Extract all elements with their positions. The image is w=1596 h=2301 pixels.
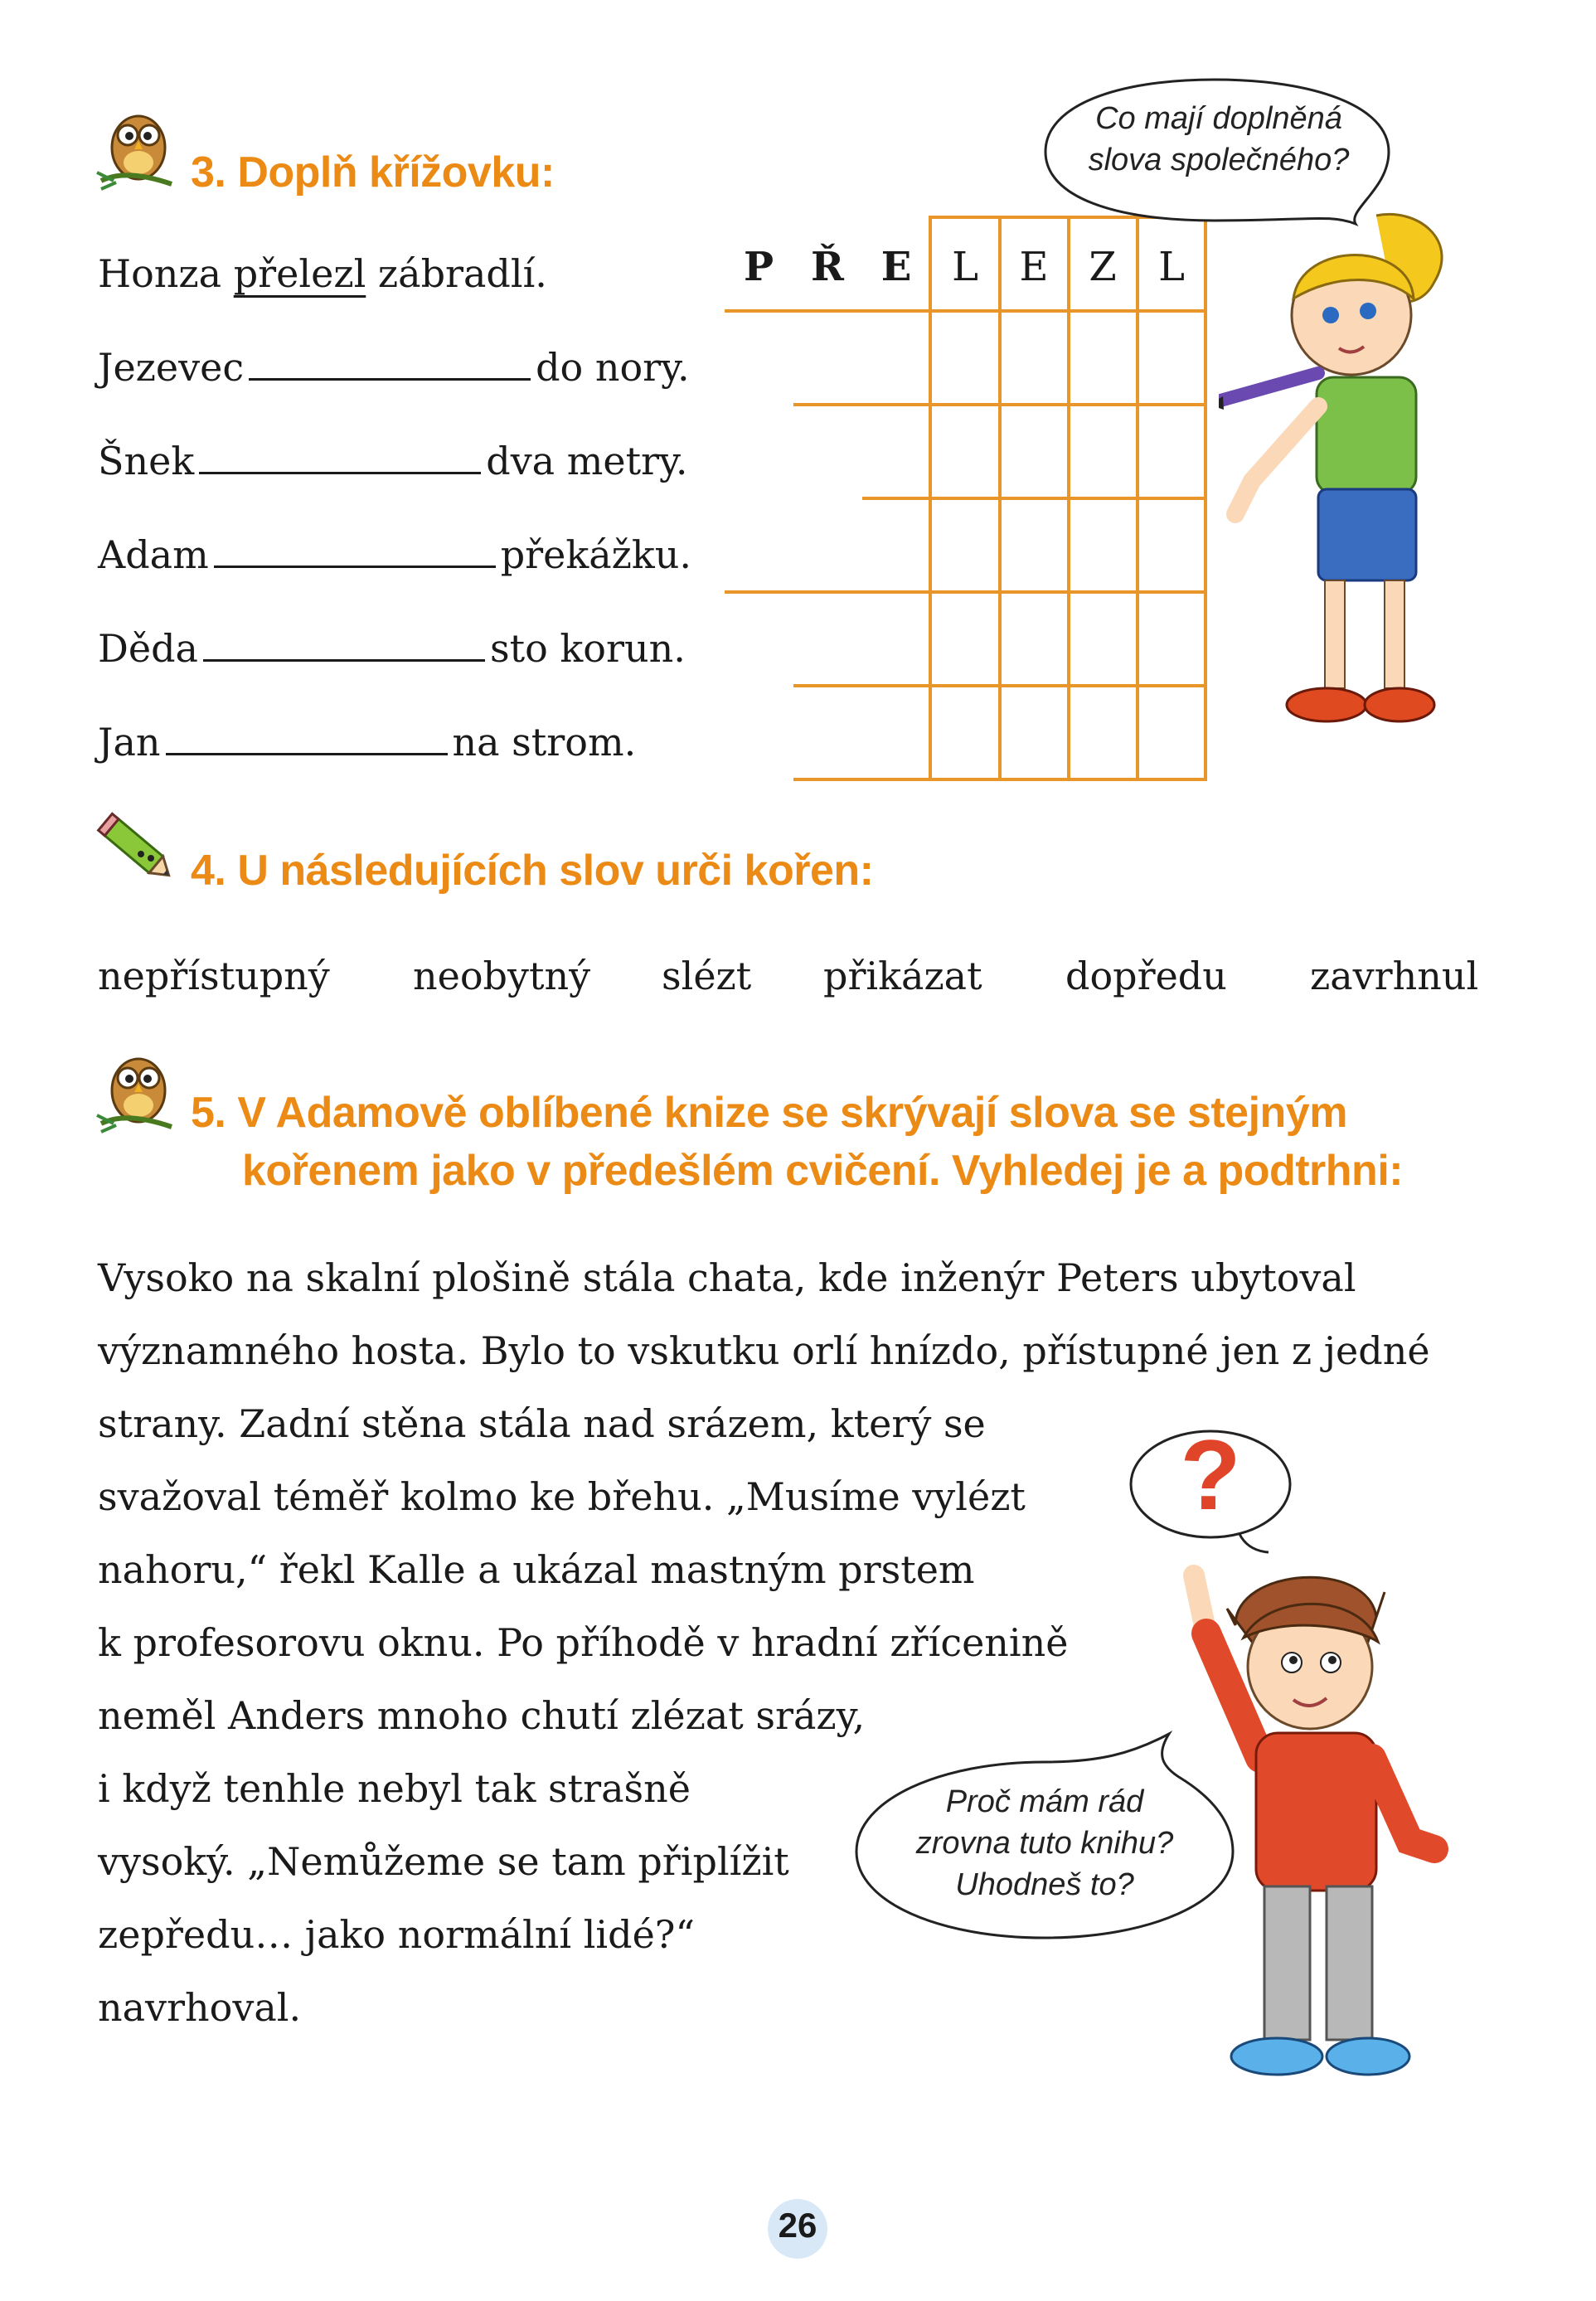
answer-blank[interactable] [199,444,481,474]
root-word: dopředu [1065,954,1227,998]
ex3-sentence-2: Jezevec do nory. [98,345,690,390]
bubble-top-text: Co mají doplněná slova společného? [1088,101,1350,177]
grid-letter: L [1158,244,1185,290]
root-word: přikázat [823,954,982,998]
answer-blank[interactable] [203,631,485,662]
root-word: zavrhnul [1310,954,1479,998]
root-word: neobytný [413,954,591,998]
question-mark-icon: ? [1180,1420,1241,1531]
owl-icon [93,98,176,197]
grid-letter: Z [1089,244,1117,290]
ex5-heading-line2: kořenem jako v předešlém cvičení. Vyhledej je a podtrhni: [242,1147,1404,1195]
answer-blank[interactable] [214,537,496,568]
prefix-letter: E [880,244,912,290]
ex3-sentence-5: Děda sto korun. [98,626,686,671]
pencil-icon [93,808,180,891]
boy-illustration [1161,1559,1476,2090]
ex3-sentence-6: Jan na strom. [98,720,637,765]
story-paragraph: Vysoko na skalní plošině stála chata, kde inženýr Peters ubytoval významného hosta. Bylo to vskutku orlí hnízdo, přístupné jen z jedné strany. Zadní stěna stála nad srázem, který se svažoval téměř kolmo ke břehu. „Musíme vylézt nahoru,“ řekl Kalle a ukázal mastným prstem k profesorovu oknu. Po příhodě v hradní zřícenině neměl Anders mnoho chutí zlézat srázy, i když tenhle nebyl tak strašně vysoký. „Nemůžeme se tam připlížit zepředu… jako normální lidé?“ navrhoval. [98,1255,1430,2030]
prefix-letter: Ř [811,244,844,290]
owl-icon [93,1041,176,1140]
page-number: 26 [778,2206,817,2245]
ex3-sentence-3: Šnek dva metry. [98,439,688,483]
prefix-letter: P [743,244,774,290]
ex3-sentence-1: Honza přelezl zábradlí. [98,251,547,296]
bubble-bottom-text: Proč mám rád zrovna tuto knihu? Uhodneš to? [915,1784,1174,1902]
root-word: nepřístupný [98,954,330,998]
girl-illustration [1219,207,1484,755]
ex5-heading-line1: 5. V Adamově oblíbené knize se skrývají slova se stejným [191,1089,1347,1137]
grid-letter: E [1019,244,1049,290]
filled-answer: přelezl [233,251,366,296]
ex3-sentence-4: Adam překážku. [98,532,692,577]
ex4-heading: 4. U následujících slov urči kořen: [191,847,874,895]
ex3-heading: 3. Doplň křížovku: [191,148,555,197]
answer-blank[interactable] [249,350,531,381]
answer-blank[interactable] [166,725,448,755]
root-word: slézt [662,954,752,998]
grid-letter: L [952,244,978,290]
crossword-grid [713,214,1210,786]
